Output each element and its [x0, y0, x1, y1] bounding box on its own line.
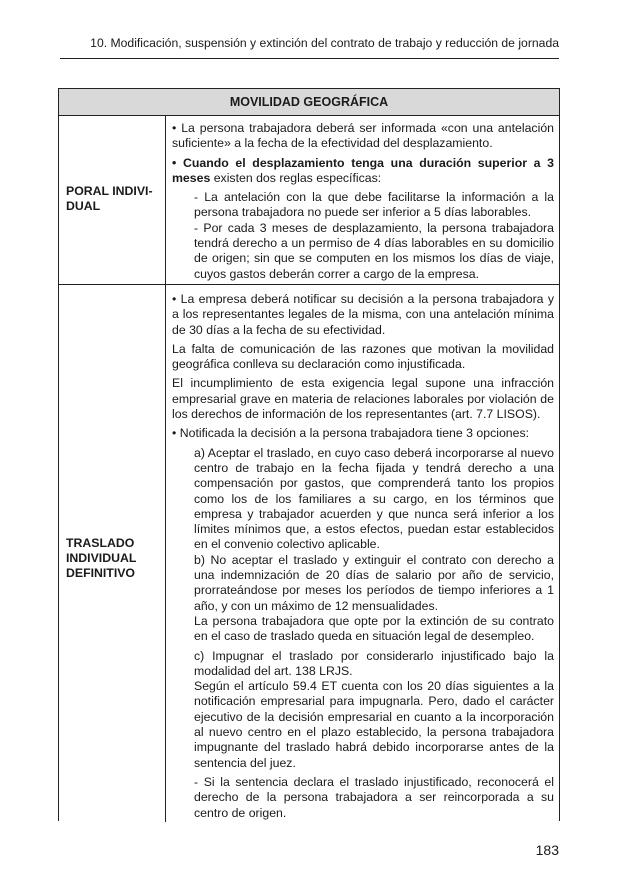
row-label-line: TRASLADO: [66, 536, 135, 550]
running-head: 10. Modificación, suspensión y extinción del contrato de trabajo y reducción de jornada: [90, 36, 559, 50]
paragraph: La falta de comunicación de las razones que motivan la movilidad geográfica conlleva su declaración como injustificada.: [172, 341, 554, 372]
bold-text: • Cuando el desplazamiento tenga una duración superior a 3 meses: [172, 155, 554, 185]
rule-item: - La antelación con la que debe facilitarse la información a la persona trabajadora no puede ser inferior a 5 días laborables.: [194, 190, 554, 220]
column-divider: [165, 116, 166, 822]
rule-item: - Por cada 3 meses de desplazamiento, la persona trabajadora tendrá derecho a un permiso de 4 días laborables en su domicilio de origen; sin que se computen en los mismos los días de viaje, cuyos gastos deberán correr a cargo de la empresa.: [194, 220, 554, 281]
row-divider: [59, 284, 559, 285]
option-a: a) Aceptar el traslado, en cuyo caso deberá incorporarse al nuevo centro de trabajo en la fecha fijada y tendrá derecho a una compensación por gastos, que comprenderá tanto los propios como los de los familiares a su cargo, en los términos que empresa y trabajador acuerden y que nunca será inferior a los límites mínimos que, a estos efectos, puedan estar establecidos en el convenio colectivo aplicable.: [194, 445, 554, 552]
header-rule: [60, 58, 559, 59]
row-content-definitive: [172, 292, 554, 821]
paragraph: [172, 156, 554, 187]
row-label-line: INDIVIDUAL: [66, 551, 137, 565]
paragraph-text: existen dos reglas específicas:: [210, 170, 382, 185]
table-header: MOVILIDAD GEOGRÁFICA: [59, 89, 559, 116]
paragraph: • La persona trabajadora deberá ser informada «con una antelación suficiente» a la fecha de la efectividad del desplazamiento.: [172, 121, 554, 151]
option-b-note: La persona trabajadora que opte por la extinción de su contrato en el caso de traslado queda en situación legal de desempleo.: [194, 613, 554, 644]
mobility-table: [58, 88, 560, 821]
paragraph: • Notificada la decisión a la persona trabajadora tiene 3 opciones:: [172, 426, 530, 441]
option-c-outcome: - Si la sentencia declara el traslado injustificado, reconocerá el derecho de la persona trabajadora a ser reincorporada a su centro de origen.: [194, 774, 554, 820]
row-label-definitive: [66, 536, 162, 581]
row-label-line: DEFINITIVO: [66, 566, 136, 580]
row-label-line: PORAL INDIVI-: [66, 184, 153, 198]
option-c: c) Impugnar el traslado por considerarlo injustificado bajo la modalidad del art. 138 LRJS.: [194, 648, 554, 678]
paragraph: • La empresa deberá notificar su decisión a la persona trabajadora y a los representantes legales de la misma, con una antelación mínima de 30 días a la fecha de su efectividad.: [172, 292, 554, 337]
paragraph: El incumplimiento de esta exigencia legal supone una infracción empresarial grave en materia de relaciones laborales por violación de los derechos de información de los representantes (art. 7.7 LISOS).: [172, 376, 554, 422]
option-b: b) No aceptar el traslado y extinguir el contrato con derecho a una indemnización de 20 días de salario por año de servicio, prorrateándose por meses los períodos de tiempo inferiores a 1 año, y con un máximo de 12 mensualidades.: [194, 552, 554, 613]
option-c-note: Según el artículo 59.4 ET cuenta con los 20 días siguientes a la notificación empresarial para impugnarla. Pero, dado el carácter ejecutivo de la decisión empresarial en cuanto a la incorporación al nuevo centro en el plazo establecido, la persona trabajadora impugnante del traslado habrá debido incorporarse antes de la sentencia del juez.: [194, 679, 554, 770]
row-label-line: DUAL: [66, 199, 101, 213]
row-content-temporal: [172, 121, 554, 282]
row-label-temporal: [66, 184, 162, 214]
page-number: 183: [535, 842, 559, 858]
